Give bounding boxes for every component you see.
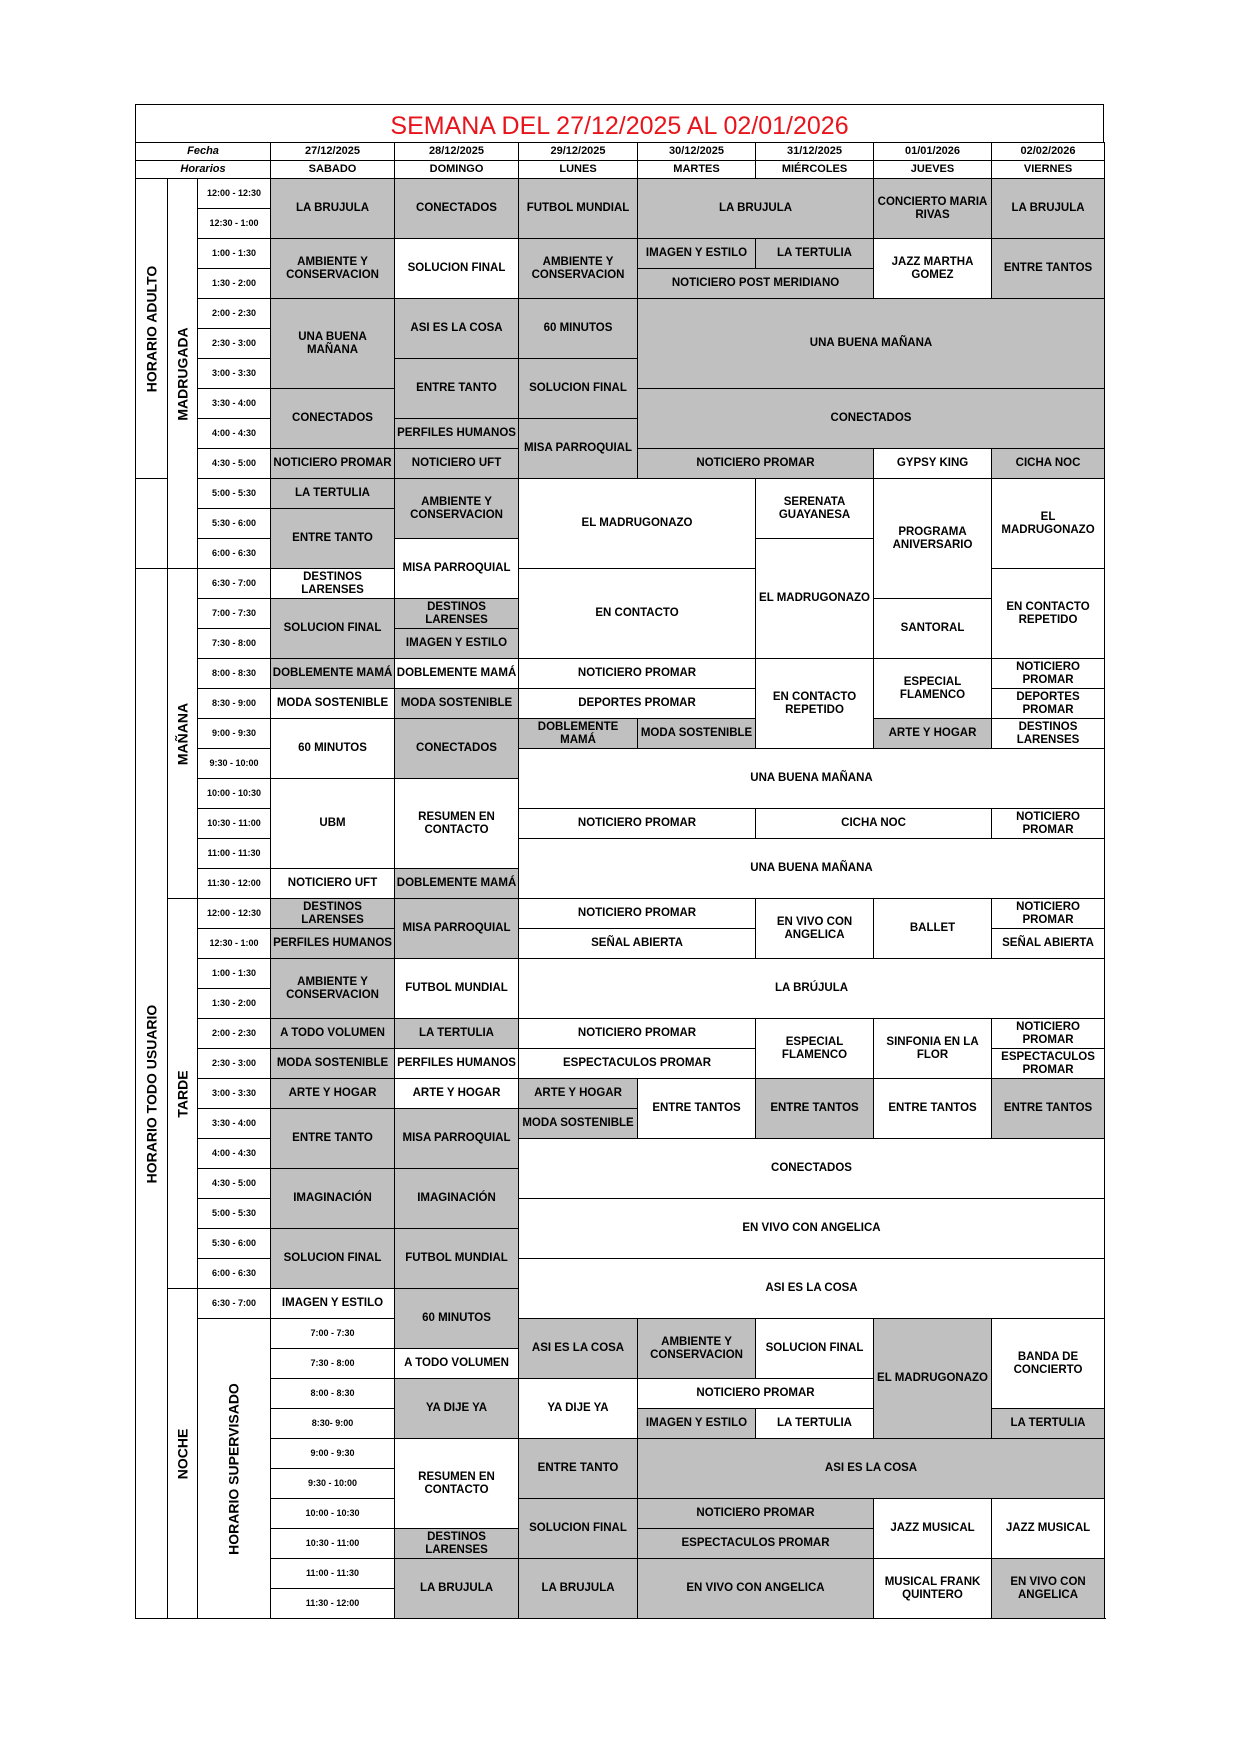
time-slot: 3:00 - 3:30	[198, 1079, 271, 1109]
time-slot: 10:00 - 10:30	[271, 1499, 395, 1529]
program-cell: MODA SOSTENIBLE	[395, 689, 519, 719]
program-cell: LA TERTULIA	[756, 239, 874, 269]
program-cell: SINFONIA EN LA FLOR	[874, 1019, 992, 1079]
program-cell: BALLET	[874, 899, 992, 959]
program-cell: SEÑAL ABIERTA	[992, 929, 1105, 959]
program-cell: CONECTADOS	[395, 179, 519, 239]
program-cell: PERFILES HUMANOS	[271, 929, 395, 959]
program-cell: LA TERTULIA	[756, 1409, 874, 1439]
time-slot: 8:30- 9:00	[271, 1409, 395, 1439]
program-cell: EN CONTACTO REPETIDO	[992, 569, 1105, 659]
program-cell: CONECTADOS	[519, 1139, 1105, 1199]
block-label: HORARIO TODO USUARIO	[143, 1004, 159, 1183]
program-cell: CICHA NOC	[992, 449, 1105, 479]
program-cell: EN VIVO CON ANGELICA	[638, 1559, 874, 1619]
time-slot: 11:00 - 11:30	[198, 839, 271, 869]
program-cell: A TODO VOLUMEN	[395, 1349, 519, 1379]
fecha-text: Fecha	[187, 145, 219, 157]
program-cell: SOLUCION FINAL	[756, 1319, 874, 1379]
time-slot: 1:30 - 2:00	[198, 989, 271, 1019]
program-cell: ASI ES LA COSA	[519, 1319, 638, 1379]
date-header: 31/12/2025	[756, 143, 874, 161]
program-cell: PROGRAMA ANIVERSARIO	[874, 479, 992, 599]
program-cell: EN VIVO CON ANGELICA	[519, 1199, 1105, 1259]
program-cell: DOBLEMENTE MAMÁ	[395, 869, 519, 899]
program-cell: ENTRE TANTOS	[992, 1079, 1105, 1139]
program-cell: AMBIENTE Y CONSERVACION	[271, 239, 395, 299]
program-cell: NOTICIERO PROMAR	[271, 449, 395, 479]
program-cell: AMBIENTE Y CONSERVACION	[395, 479, 519, 539]
program-cell: NOTICIERO UFT	[271, 869, 395, 899]
time-slot: 9:00 - 9:30	[271, 1439, 395, 1469]
program-cell: LA BRUJULA	[519, 1559, 638, 1619]
program-cell: IMAGEN Y ESTILO	[638, 239, 756, 269]
program-cell: EL MADRUGONAZO	[992, 479, 1105, 569]
date-header: 02/02/2026	[992, 143, 1105, 161]
schedule-block	[136, 479, 168, 569]
schedule-table	[135, 142, 1105, 1619]
day-header: VIERNES	[992, 161, 1105, 179]
program-cell: ESPECIAL FLAMENCO	[874, 659, 992, 719]
program-cell: DOBLEMENTE MAMÁ	[519, 719, 638, 749]
program-cell: SEÑAL ABIERTA	[519, 929, 756, 959]
program-cell: FUTBOL MUNDIAL	[519, 179, 638, 239]
date-header: 01/01/2026	[874, 143, 992, 161]
program-cell: DESTINOS LARENSES	[992, 719, 1105, 749]
program-cell: ASI ES LA COSA	[519, 1259, 1105, 1319]
program-cell: ESPECTACULOS PROMAR	[638, 1529, 874, 1559]
program-cell: UNA BUENA MAÑANA	[638, 299, 1105, 389]
time-slot: 7:30 - 8:00	[271, 1349, 395, 1379]
date-header: 27/12/2025	[271, 143, 395, 161]
time-slot: 7:00 - 7:30	[271, 1319, 395, 1349]
time-slot: 7:00 - 7:30	[198, 599, 271, 629]
program-cell: ARTE Y HOGAR	[874, 719, 992, 749]
program-cell: CONECTADOS	[638, 389, 1105, 449]
time-slot: 9:00 - 9:30	[198, 719, 271, 749]
program-cell: LA BRÚJULA	[519, 959, 1105, 1019]
program-cell: IMAGINACIÓN	[271, 1169, 395, 1229]
program-cell: PERFILES HUMANOS	[395, 1049, 519, 1079]
program-cell: DESTINOS LARENSES	[271, 569, 395, 599]
program-cell: NOTICIERO POST MERIDIANO	[638, 269, 874, 299]
program-cell: IMAGEN Y ESTILO	[638, 1409, 756, 1439]
program-cell: AMBIENTE Y CONSERVACION	[271, 959, 395, 1019]
day-header: SABADO	[271, 161, 395, 179]
program-cell: LA BRUJULA	[395, 1559, 519, 1619]
program-cell: YA DIJE YA	[395, 1379, 519, 1439]
program-cell: LA BRUJULA	[638, 179, 874, 239]
program-cell: MISA PARROQUIAL	[395, 899, 519, 959]
program-cell: GYPSY KING	[874, 449, 992, 479]
program-cell: IMAGINACIÓN	[395, 1169, 519, 1229]
program-cell: ENTRE TANTO	[395, 359, 519, 419]
program-cell: ENTRE TANTO	[271, 509, 395, 569]
day-header: JUEVES	[874, 161, 992, 179]
program-cell: UNA BUENA MAÑANA	[519, 749, 1105, 809]
block-label: HORARIO ADULTO	[143, 265, 159, 392]
time-slot: 4:00 - 4:30	[198, 419, 271, 449]
day-header: MIÉRCOLES	[756, 161, 874, 179]
program-cell: DEPORTES PROMAR	[519, 689, 756, 719]
program-cell: DESTINOS LARENSES	[271, 899, 395, 929]
date-header: 30/12/2025	[638, 143, 756, 161]
program-cell: MISA PARROQUIAL	[395, 1109, 519, 1169]
program-cell: DESTINOS LARENSES	[395, 599, 519, 629]
program-cell: IMAGEN Y ESTILO	[271, 1289, 395, 1319]
program-cell: MODA SOSTENIBLE	[519, 1109, 638, 1139]
program-cell: DOBLEMENTE MAMÁ	[271, 659, 395, 689]
time-slot: 11:30 - 12:00	[198, 869, 271, 899]
time-slot: 6:00 - 6:30	[198, 539, 271, 569]
program-cell: AMBIENTE Y CONSERVACION	[638, 1319, 756, 1379]
program-cell: BANDA DE CONCIERTO	[992, 1319, 1105, 1409]
program-cell: RESUMEN EN CONTACTO	[395, 779, 519, 869]
program-cell: NOTICIERO PROMAR	[992, 899, 1105, 929]
program-cell: CONECTADOS	[271, 389, 395, 449]
program-cell: FUTBOL MUNDIAL	[395, 1229, 519, 1289]
day-header: LUNES	[519, 161, 638, 179]
program-cell: DOBLEMENTE MAMÁ	[395, 659, 519, 689]
program-cell: EN VIVO CON ANGELICA	[992, 1559, 1105, 1619]
program-cell: NOTICIERO PROMAR	[992, 809, 1105, 839]
period-block	[168, 1289, 198, 1619]
program-cell: MODA SOSTENIBLE	[271, 689, 395, 719]
program-cell: SOLUCION FINAL	[271, 1229, 395, 1289]
period-block	[168, 569, 198, 899]
program-cell: NOTICIERO PROMAR	[519, 1019, 756, 1049]
program-cell: NOTICIERO PROMAR	[519, 659, 756, 689]
program-cell: ARTE Y HOGAR	[519, 1079, 638, 1109]
program-cell: SANTORAL	[874, 599, 992, 659]
program-cell: ARTE Y HOGAR	[271, 1079, 395, 1109]
day-header: MARTES	[638, 161, 756, 179]
program-cell: LA BRUJULA	[992, 179, 1105, 239]
day-header: DOMINGO	[395, 161, 519, 179]
program-cell: NOTICIERO PROMAR	[638, 1379, 874, 1409]
program-cell: A TODO VOLUMEN	[271, 1019, 395, 1049]
date-header: 29/12/2025	[519, 143, 638, 161]
program-cell: MODA SOSTENIBLE	[271, 1049, 395, 1079]
program-cell: JAZZ MUSICAL	[992, 1499, 1105, 1559]
program-cell: NOTICIERO PROMAR	[992, 659, 1105, 689]
program-cell: LA TERTULIA	[271, 479, 395, 509]
program-cell: PERFILES HUMANOS	[395, 419, 519, 449]
program-cell: RESUMEN EN CONTACTO	[395, 1439, 519, 1529]
program-cell: CONCIERTO MARIA RIVAS	[874, 179, 992, 239]
program-cell: ASI ES LA COSA	[638, 1439, 1105, 1499]
program-cell: JAZZ MUSICAL	[874, 1499, 992, 1559]
program-cell: YA DIJE YA	[519, 1379, 638, 1439]
horarios-text: Horarios	[180, 163, 226, 175]
time-slot: 10:30 - 11:00	[198, 809, 271, 839]
time-slot: 5:00 - 5:30	[198, 479, 271, 509]
program-cell: LA BRUJULA	[271, 179, 395, 239]
block-label: HORARIO SUPERVISADO	[225, 1382, 242, 1555]
program-cell: 60 MINUTOS	[395, 1289, 519, 1349]
fecha-label	[136, 143, 271, 161]
program-cell: ARTE Y HOGAR	[395, 1079, 519, 1109]
program-cell: ENTRE TANTO	[271, 1109, 395, 1169]
program-cell: ENTRE TANTOS	[756, 1079, 874, 1139]
time-slot: 8:30 - 9:00	[198, 689, 271, 719]
horarios-label	[136, 161, 271, 179]
time-slot: 12:00 - 12:30	[198, 899, 271, 929]
page-title: SEMANA DEL 27/12/2025 AL 02/01/2026	[135, 104, 1104, 142]
program-cell: UNA BUENA MAÑANA	[519, 839, 1105, 899]
time-slot: 5:30 - 6:00	[198, 1229, 271, 1259]
program-cell: NOTICIERO PROMAR	[638, 449, 874, 479]
period-label: MAÑANA	[174, 702, 190, 765]
program-cell: ENTRE TANTOS	[874, 1079, 992, 1139]
time-slot: 10:00 - 10:30	[198, 779, 271, 809]
program-cell: DEPORTES PROMAR	[992, 689, 1105, 719]
program-cell: FUTBOL MUNDIAL	[395, 959, 519, 1019]
program-cell: NOTICIERO PROMAR	[519, 809, 756, 839]
time-slot: 1:00 - 1:30	[198, 959, 271, 989]
program-cell: ENTRE TANTO	[519, 1439, 638, 1499]
program-cell: CONECTADOS	[395, 719, 519, 779]
program-cell: MODA SOSTENIBLE	[638, 719, 756, 749]
time-slot: 2:30 - 3:00	[198, 1049, 271, 1079]
program-cell: CICHA NOC	[756, 809, 992, 839]
period-label: TARDE	[174, 1069, 190, 1118]
program-cell: NOTICIERO PROMAR	[519, 899, 756, 929]
program-cell: ESPECTACULOS PROMAR	[992, 1049, 1105, 1079]
program-cell: MUSICAL FRANK QUINTERO	[874, 1559, 992, 1619]
program-cell: EN CONTACTO REPETIDO	[756, 659, 874, 749]
time-slot: 11:30 - 12:00	[271, 1589, 395, 1619]
program-cell: NOTICIERO PROMAR	[992, 1019, 1105, 1049]
program-cell: EN CONTACTO	[519, 569, 756, 659]
program-cell: MISA PARROQUIAL	[519, 419, 638, 479]
program-cell: SOLUCION FINAL	[395, 239, 519, 299]
period-block	[168, 899, 198, 1289]
program-cell: ESPECTACULOS PROMAR	[519, 1049, 756, 1079]
program-cell: SOLUCION FINAL	[519, 359, 638, 419]
time-slot: 12:30 - 1:00	[198, 209, 271, 239]
time-slot: 5:00 - 5:30	[198, 1199, 271, 1229]
time-slot: 2:00 - 2:30	[198, 1019, 271, 1049]
time-slot: 8:00 - 8:30	[198, 659, 271, 689]
time-slot: 2:30 - 3:00	[198, 329, 271, 359]
schedule-sheet	[135, 104, 1104, 1619]
program-cell: EL MADRUGONAZO	[519, 479, 756, 569]
program-cell: ENTRE TANTOS	[638, 1079, 756, 1139]
time-slot: 7:30 - 8:00	[198, 629, 271, 659]
time-slot: 4:30 - 5:00	[198, 1169, 271, 1199]
schedule-block	[198, 1319, 271, 1619]
time-slot: 6:00 - 6:30	[198, 1259, 271, 1289]
time-slot: 6:30 - 7:00	[198, 1289, 271, 1319]
program-cell: IMAGEN Y ESTILO	[395, 629, 519, 659]
time-slot: 6:30 - 7:00	[198, 569, 271, 599]
program-cell: UNA BUENA MAÑANA	[271, 299, 395, 389]
time-slot: 12:00 - 12:30	[198, 179, 271, 209]
program-cell: ENTRE TANTOS	[992, 239, 1105, 299]
program-cell: AMBIENTE Y CONSERVACION	[519, 239, 638, 299]
program-cell: SERENATA GUAYANESA	[756, 479, 874, 539]
program-cell: SOLUCION FINAL	[519, 1499, 638, 1559]
program-cell: EN VIVO CON ANGELICA	[756, 899, 874, 959]
program-cell: EL MADRUGONAZO	[874, 1319, 992, 1439]
program-cell: 60 MINUTOS	[519, 299, 638, 359]
time-slot: 1:00 - 1:30	[198, 239, 271, 269]
time-slot: 12:30 - 1:00	[198, 929, 271, 959]
time-slot: 4:30 - 5:00	[198, 449, 271, 479]
time-slot: 3:30 - 4:00	[198, 389, 271, 419]
program-cell: NOTICIERO UFT	[395, 449, 519, 479]
schedule-block	[136, 179, 168, 479]
time-slot: 10:30 - 11:00	[271, 1529, 395, 1559]
program-cell: ESPECIAL FLAMENCO	[756, 1019, 874, 1079]
program-cell: 60 MINUTOS	[271, 719, 395, 779]
program-cell: JAZZ MARTHA GOMEZ	[874, 239, 992, 299]
schedule-block	[136, 569, 168, 1619]
program-cell: MISA PARROQUIAL	[395, 539, 519, 599]
time-slot: 11:00 - 11:30	[271, 1559, 395, 1589]
period-label: MADRUGADA	[174, 326, 190, 421]
program-cell: LA TERTULIA	[395, 1019, 519, 1049]
program-cell: ASI ES LA COSA	[395, 299, 519, 359]
time-slot: 5:30 - 6:00	[198, 509, 271, 539]
time-slot: 9:30 - 10:00	[271, 1469, 395, 1499]
program-cell: EL MADRUGONAZO	[756, 539, 874, 659]
program-cell: UBM	[271, 779, 395, 869]
time-slot: 8:00 - 8:30	[271, 1379, 395, 1409]
program-cell: DESTINOS LARENSES	[395, 1529, 519, 1559]
period-block	[168, 179, 198, 569]
date-header: 28/12/2025	[395, 143, 519, 161]
program-cell: SOLUCION FINAL	[271, 599, 395, 659]
program-cell: LA TERTULIA	[992, 1409, 1105, 1439]
time-slot: 9:30 - 10:00	[198, 749, 271, 779]
time-slot: 3:30 - 4:00	[198, 1109, 271, 1139]
time-slot: 4:00 - 4:30	[198, 1139, 271, 1169]
time-slot: 2:00 - 2:30	[198, 299, 271, 329]
program-cell: NOTICIERO PROMAR	[638, 1499, 874, 1529]
time-slot: 3:00 - 3:30	[198, 359, 271, 389]
time-slot: 1:30 - 2:00	[198, 269, 271, 299]
period-label: NOCHE	[174, 1428, 190, 1479]
